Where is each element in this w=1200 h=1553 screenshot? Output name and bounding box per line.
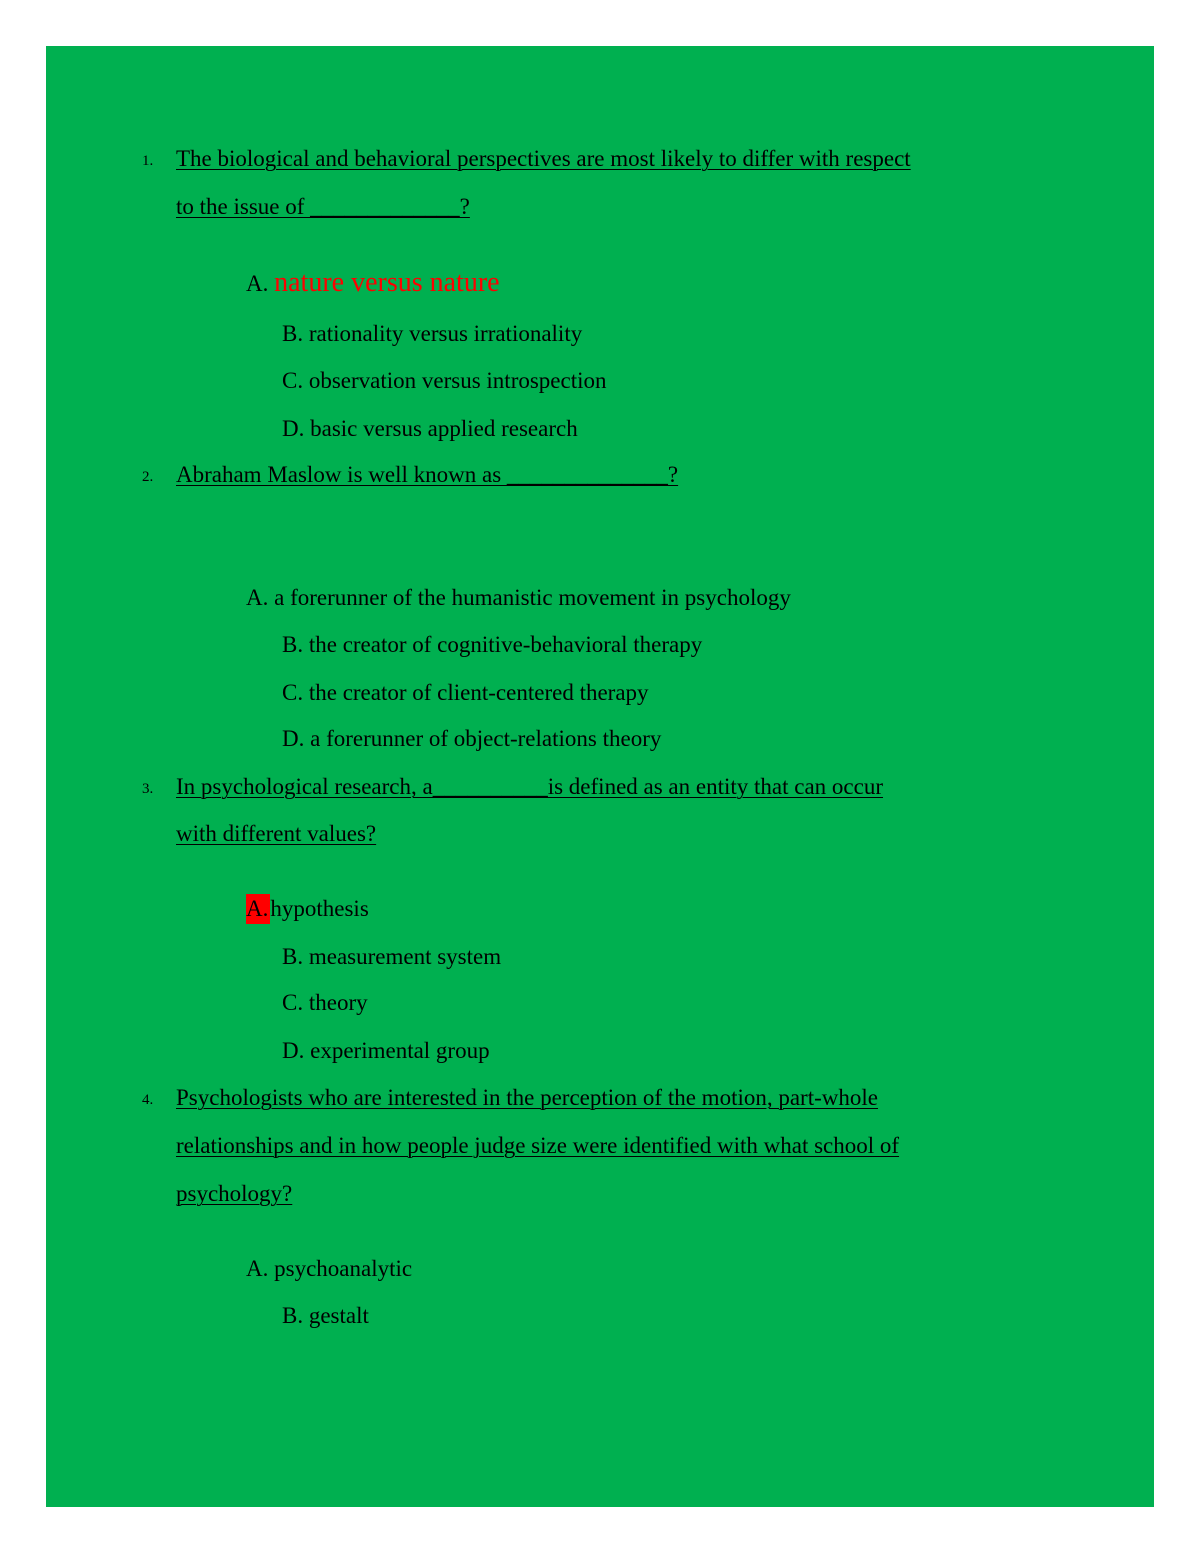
option-letter: D. [282,416,305,441]
option-letter: A. [246,271,269,296]
question-2-text-line-1: Abraham Maslow is well known as ______________? [176,462,679,487]
question-1-text-line-1: The biological and behavioral perspectives are most likely to differ with respect [176,146,911,171]
option-text-highlighted-answer: nature versus nature [274,267,500,298]
option-letter: A. [246,1256,269,1281]
option-letter: C. [282,680,304,705]
question-2-option-b[interactable] [282,630,702,660]
question-3-option-d[interactable] [282,1036,490,1066]
option-letter: B. [282,632,304,657]
question-2-number: 2. [142,469,154,485]
question-2-option-d[interactable] [282,724,661,754]
question-2-option-a[interactable] [246,583,791,613]
question-1-option-b[interactable] [282,319,582,349]
option-letter: A. [246,585,269,610]
question-4-text-line-2: relationships and in how people judge size were identified with what school of [176,1133,900,1158]
option-text: the creator of client-centered therapy [308,680,649,705]
option-text: a forerunner of the humanistic movement in psychology [274,585,791,610]
option-letter: D. [282,1038,305,1063]
option-letter: B. [282,321,304,346]
question-4-text-line-3: psychology? [176,1181,293,1206]
option-text: psychoanalytic [274,1256,413,1281]
option-letter: B. [282,944,304,969]
option-text: theory [308,990,368,1015]
option-text: experimental group [310,1038,490,1063]
question-3-text-line-1: In psychological research, a__________is defined as an entity that can occur [176,774,884,799]
question-3-text-line-2: with different values? [176,821,377,846]
option-letter: D. [282,726,305,751]
option-text: rationality versus irrationality [308,321,583,346]
question-3-option-a[interactable] [246,894,369,924]
question-1-option-a[interactable] [246,268,500,299]
option-text: the creator of cognitive-behavioral therapy [308,632,703,657]
question-3-number: 3. [142,781,154,797]
question-1-number: 1. [142,153,154,169]
option-text: a forerunner of object-relations theory [310,726,662,751]
option-letter: B. [282,1303,304,1328]
option-text: observation versus introspection [308,368,607,393]
question-4-text-line-1: Psychologists who are interested in the perception of the motion, part-whole [176,1085,878,1110]
option-text: measurement system [308,944,502,969]
option-text: gestalt [308,1303,369,1328]
option-text: hypothesis [270,896,369,921]
question-1-option-c[interactable] [282,366,607,396]
question-4-number: 4. [142,1092,154,1108]
question-1-text-line-2: to the issue of _____________? [176,194,470,219]
question-3-option-c[interactable] [282,988,368,1018]
question-1-option-d[interactable] [282,414,578,444]
option-text: basic versus applied research [310,416,578,441]
option-letter: C. [282,368,304,393]
option-letter-highlighted: A. [246,894,270,924]
question-4-option-a[interactable] [246,1254,412,1284]
question-3-option-b[interactable] [282,942,501,972]
option-letter: C. [282,990,304,1015]
question-2-option-c[interactable] [282,678,649,708]
question-4-option-b[interactable] [282,1301,369,1331]
